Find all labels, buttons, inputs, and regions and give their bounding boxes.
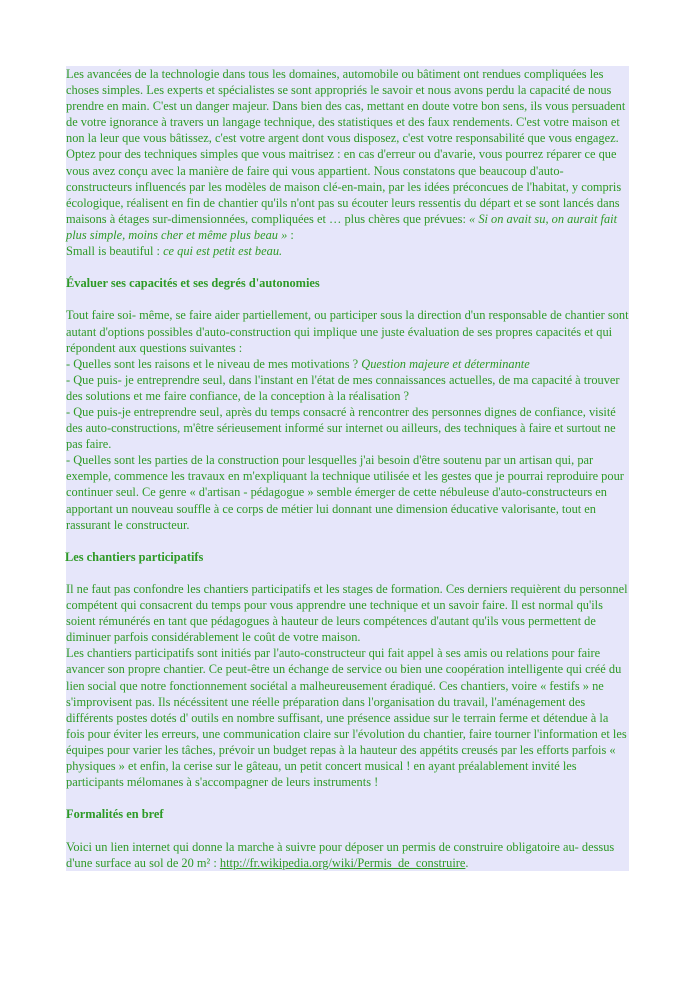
section2-paragraph-1: Il ne faut pas confondre les chantiers participatifs et les stages de formation. Ces derniers requièrent du personnel compétent qui consacrent du temps pour vous apprendre une technique et un savoir faire. Il est normal qu'ils soient rémunérés en tant que pédagogues à hauteur de leurs compétences d'autant qu'ils vous permettent de diminuer parfois considérablement le coût de votre maison. [66, 582, 628, 645]
intro-quote: « Si on avait su, on aurait fait plus simple, moins cher et même plus beau » [66, 211, 618, 242]
small-is-beautiful-translation: ce qui est petit est beau. [163, 244, 283, 259]
section2-paragraph-2: Les chantiers participatifs sont initiés par l'auto-constructeur qui fait appel à ses amis ou relations pour faire avancer son propre chantier. Ce peut-être un échange de service ou bien une coopération intelligente qui créé du lien social que notre fonctionnement sociétal a malheureusement éradiqué. Ces chantiers, voire « festifs » ne s'improvisent pas. Ils nécéssitent une réelle préparation dans l'organisation du travail, l'aménagement des différents postes dotés d' outils en nombre suffisant, une présence assidue sur le terrain ferme et détendue à la fois pour éviter les erreurs, une communication claire sur l'évolution du chantier, faire tourner l'information et les équipes pour varier les tâches, prévoir un budget repas à la hauteur des appétits creusés par les efforts parfois « physiques » et enfin, la cerise sur le gâteau, un petit concert musical ! en ayant préalablement invité les participants mélomanes à s'accompagner de leurs instruments ! [66, 646, 627, 790]
heading-formalites: Formalités en bref [66, 807, 164, 822]
intro-paragraph [66, 66, 629, 259]
document-body [66, 66, 629, 871]
heading-chantiers-participatifs: Les chantiers participatifs [65, 549, 204, 564]
question-item-3: - Que puis-je entreprendre seul, après du temps consacré à rencontrer des personnes dignes de confiance, visité des auto-constructions, m'être sérieusement informé sur internet ou ailleurs, des techniques à faire et surtout ne pas faire. [66, 404, 616, 452]
small-is-beautiful-label: Small is beautiful : [66, 244, 164, 259]
intro-quote-end: : [290, 227, 294, 242]
section3-paragraph: Voici un lien internet qui donne la marche à suivre pour déposer un permis de construire obligatoire au- dessus d'une surface au sol de 20 m² : http://fr.wikipedia.org/wiki/Permis_de_construire. [66, 839, 615, 870]
question-item-1-italic: Question majeure et déterminante [361, 356, 530, 371]
intro-text: Les avancées de la technologie dans tous les domaines, automobile ou bâtiment ont rendues compliquées les choses simples. Les experts et spécialistes se sont appropriés le savoir et nous avons perdu la capacité de nous prendre en main. C'est un danger majeur. Dans bien des cas, mettant en doute votre bon sens, ils vous persuadent de votre ignorance à travers un langage technique, des statistiques et des faux rendements. C'est votre maison et non la leur que vous bâtissez, c'est votre argent dont vous disposez, c'est votre responsabilité que vous engagez. Optez pour des techniques simples que vous maitrisez : en cas d'erreur ou d'avarie, vous pourrez réparer ce que vous avez conçu avec la manière de faire qui vous appartient. Nous constatons que beaucoup d'auto-constructeurs influencés par les modèles de maison clé-en-main, par les idées préconcues de l'habitat, y compris écologique, réalisent en fin de chantier qu'ils n'ont pas su écouter leurs ressentis du départ et se sont lancés dans maisons à étages sur-dimensionnées, compliquées et … plus chères que prévues: [66, 67, 626, 226]
question-item-1: - Quelles sont les raisons et le niveau de mes motivations ? Question majeure et déterminante [66, 356, 530, 371]
question-item-2: - Que puis- je entreprendre seul, dans l'instant en l'état de mes connaissances actuelles, de ma capacité à trouver des solutions et me faire confiance, de la conception à la réalisation ? [66, 372, 620, 403]
section1-intro: Tout faire soi- même, se faire aider partiellement, ou participer sous la direction d'un responsable de chantier sont autant d'options possibles d'auto-construction qui implique une juste évaluation de ses propres capacités et qui répondent aux questions suivantes : [66, 308, 629, 355]
permis-link[interactable]: http://fr.wikipedia.org/wiki/Permis_de_construire [219, 855, 466, 870]
heading-evaluer: Évaluer ses capacités et ses degrés d'autonomies [66, 276, 320, 291]
question-item-4: - Quelles sont les parties de la construction pour lesquelles j'ai besoin d'être soutenu par un artisan qui, par exemple, commence les travaux en m'expliquant la technique utilisée et les gestes que je pourrai reproduire pour continuer seul. Ce genre « d'artisan - pédagogue » semble émerger de cette nébuleuse d'auto-constructeurs en apportant un nouveau souffle à ce corps de métier lui donnant une dimension éducative valorisante, tout en rassurant le constructeur. [66, 453, 624, 532]
